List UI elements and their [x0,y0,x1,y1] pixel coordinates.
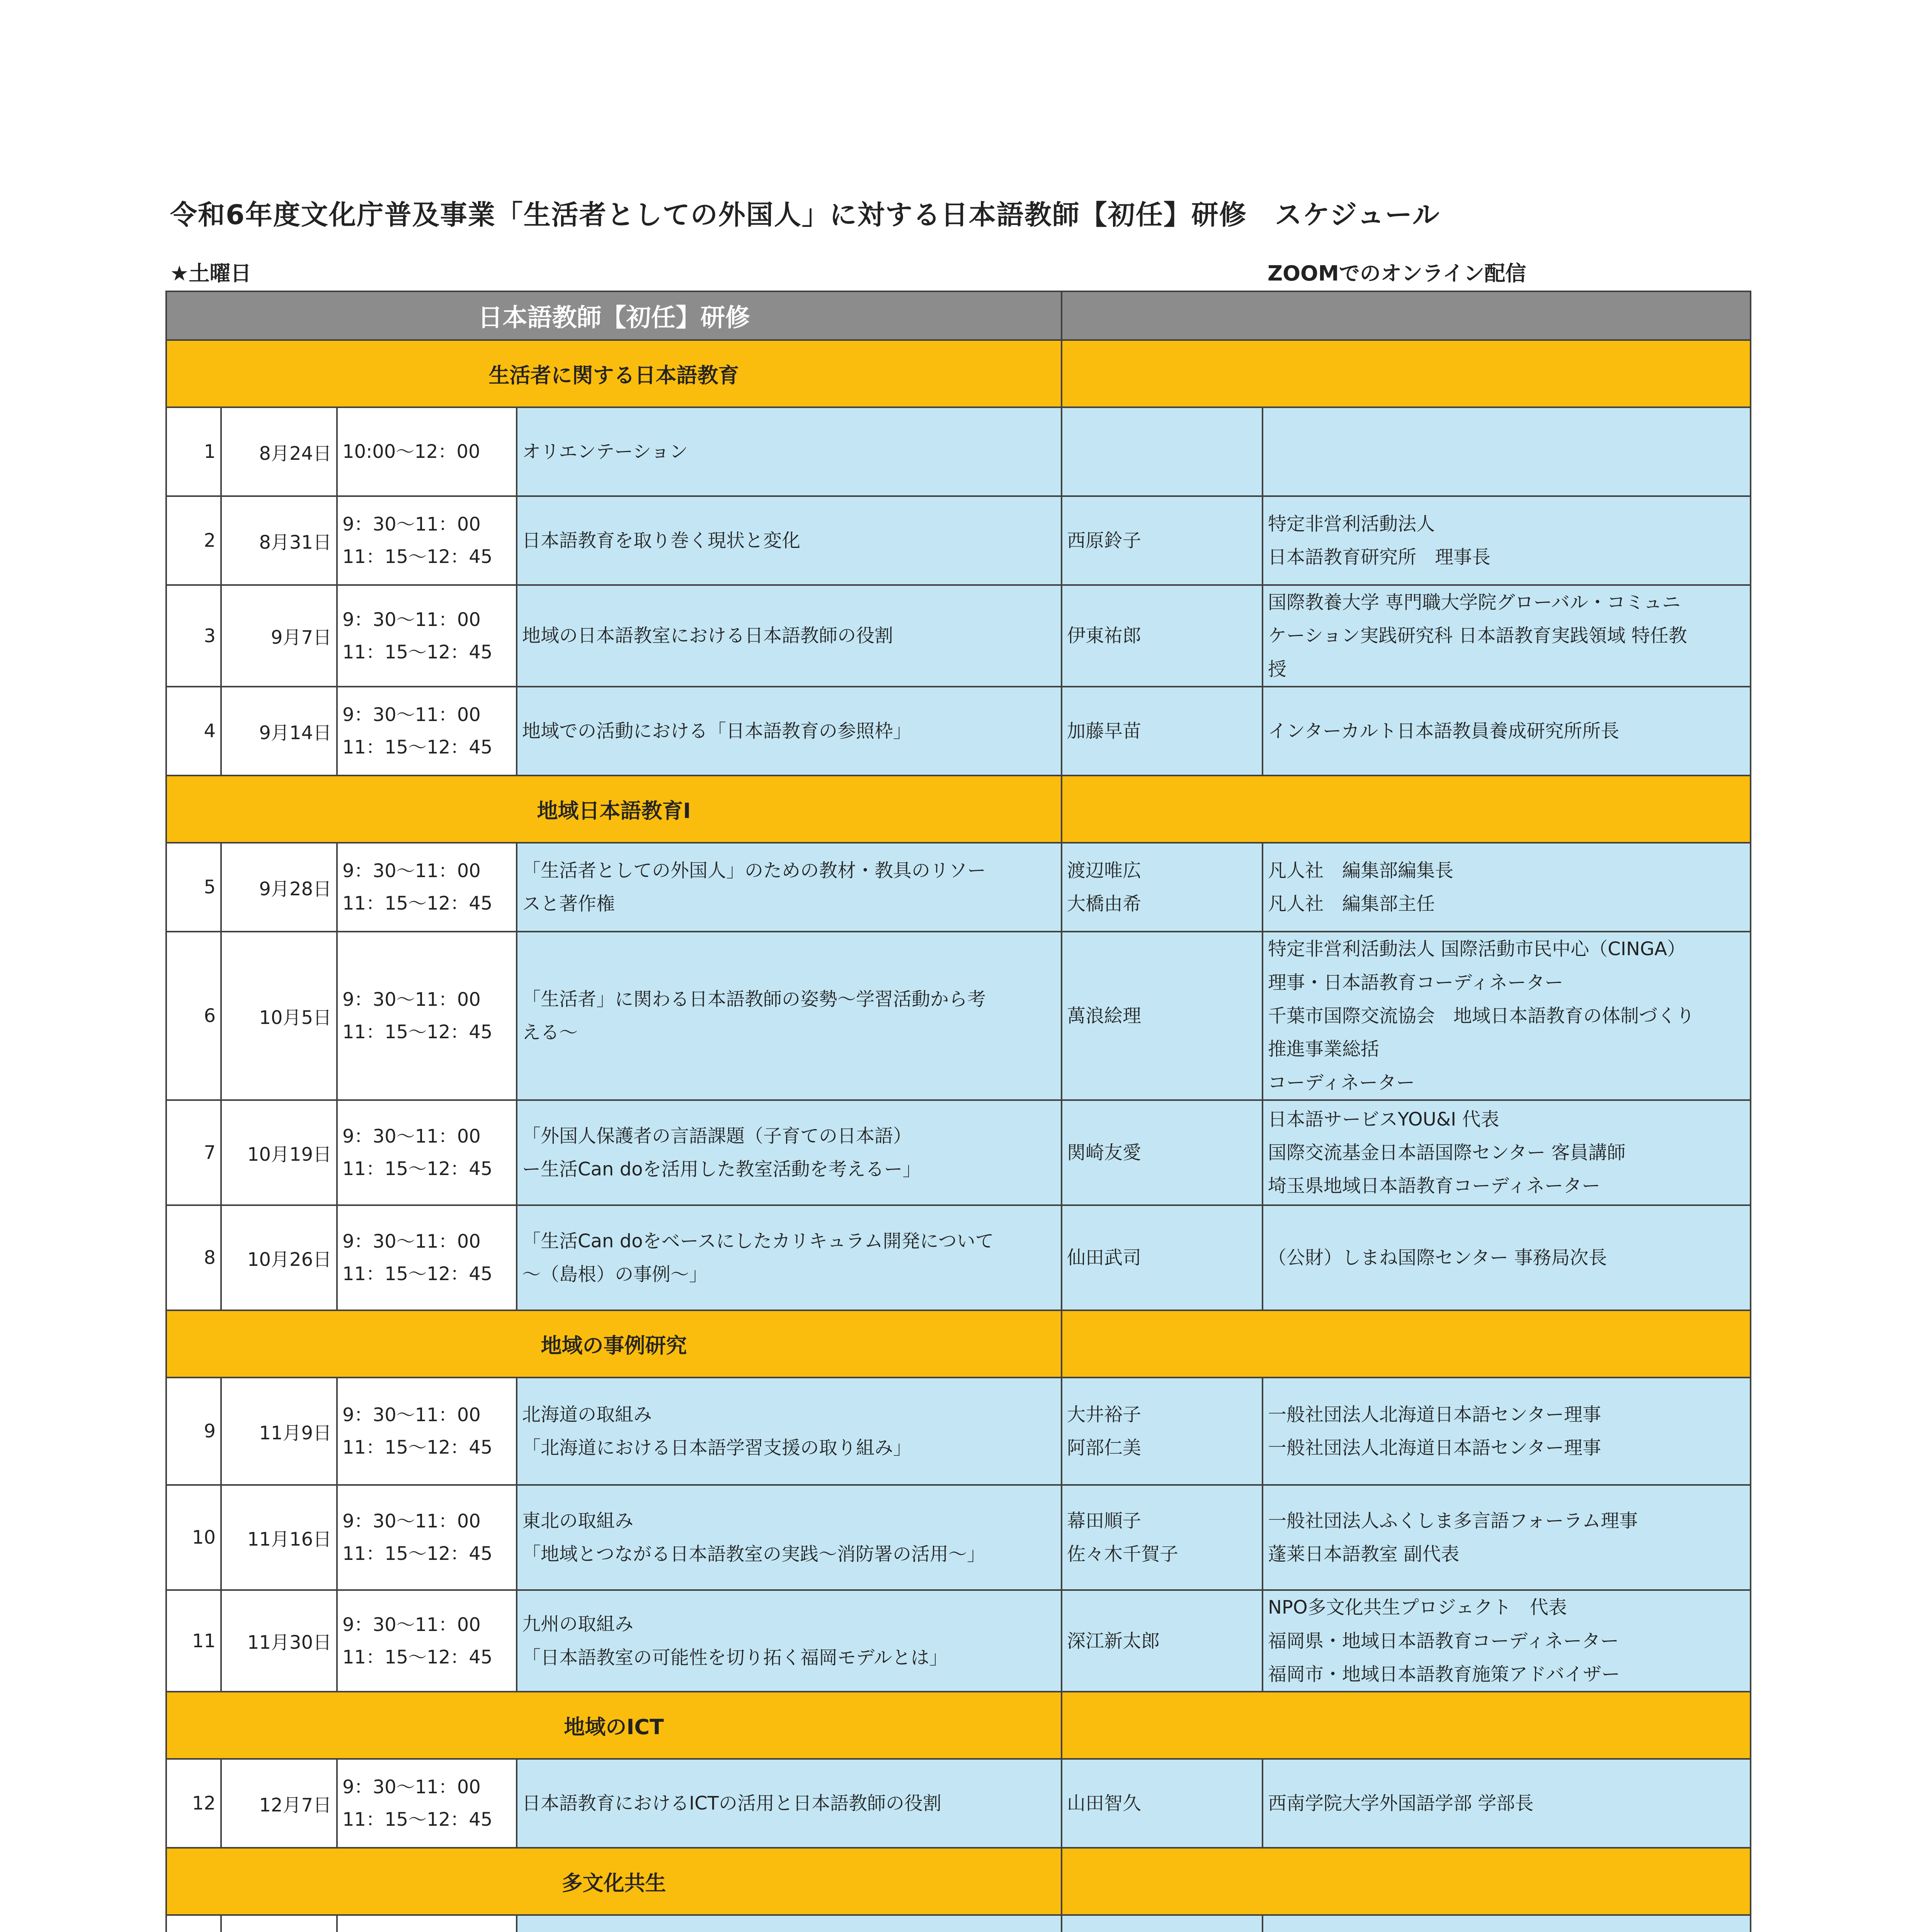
session-lecturer-line: 仙田武司 [1067,1247,1142,1269]
session-date: 10月19日 [221,1100,337,1205]
session-time [337,1205,517,1310]
session-topic [517,1590,1062,1692]
session-topic [517,1915,1062,1932]
session-topic-line: 「生活者」に関わる日本語教師の姿勢～学習活動から考 [522,988,986,1010]
session-lecturer [1062,1590,1263,1692]
section-header-row [166,1848,1751,1915]
session-lecturer [1062,1759,1263,1848]
session-topic-line: 地域での活動における「日本語教育の参照枠」 [522,720,912,742]
session-affiliation-line: 凡人社 編集部編集長 [1268,859,1454,881]
session-affiliation-line: 千葉市国際交流協会 地域日本語教育の体制づくり [1268,1005,1695,1027]
session-time-line: 9：30～11：00 [342,704,481,726]
session-affiliation [1263,496,1751,585]
session-topic [517,1378,1062,1485]
session-date: 8月24日 [221,407,337,496]
session-affiliation-line: 特定非営利活動法人 国際活動市民中心（CINGA） [1268,938,1686,960]
session-date: 8月31日 [221,496,337,585]
session-affiliation-line: 一般社団法人北海道日本語センター理事 [1268,1437,1601,1459]
table-row [166,932,1751,1100]
session-affiliation-line: 特定非営利活動法人 [1268,513,1435,535]
session-affiliation-line: 理事・日本語教育コーディネーター [1268,971,1564,993]
session-lecturer [1062,1378,1263,1485]
session-lecturer [1062,843,1263,932]
session-topic-line: オリエンテーション [522,440,688,463]
session-date: 11月9日 [221,1378,337,1485]
section-title: 地域のICT [166,1692,1062,1759]
session-topic [517,1759,1062,1848]
section-blank [1062,340,1751,407]
session-topic-line: 日本語教育を取り巻く現状と変化 [522,529,801,551]
session-time-line: 9：30～11：00 [342,1126,481,1148]
session-time-line: 11：15～12：45 [342,893,493,915]
session-time-line: 10:00～12：00 [342,441,480,463]
session-date: 10月26日 [221,1205,337,1310]
session-time-line: 9：30～11：00 [342,1404,481,1426]
session-affiliation [1263,1100,1751,1205]
session-time [337,1485,517,1590]
table-row [166,1485,1751,1590]
session-topic-line: 「地域とつながる日本語教室の実践～消防署の活用～」 [522,1543,986,1565]
section-header-row [166,1692,1751,1759]
session-affiliation-line: NPO多文化共生プロジェクト 代表 [1268,1597,1567,1619]
session-lecturer-line: 関崎友愛 [1067,1141,1142,1163]
table-header-blank [1062,291,1751,340]
session-affiliation [1263,407,1751,496]
session-topic [517,932,1062,1100]
session-affiliation-line: 福岡県・地域日本語教育コーディネーター [1268,1630,1619,1652]
session-time-line: 9：30～11：00 [342,1231,481,1253]
session-number: 5 [166,843,221,932]
session-lecturer-line: 深江新太郎 [1067,1630,1160,1652]
session-time-line: 11：15～12：45 [342,1158,493,1180]
session-time [337,932,517,1100]
session-affiliation-line: 推進事業総括 [1268,1038,1380,1060]
session-date: 11月30日 [221,1590,337,1692]
session-number: 2 [166,496,221,585]
session-affiliation [1263,585,1751,687]
session-time-line: 11：15～12：45 [342,1437,493,1459]
table-row [166,1378,1751,1485]
delivery-label: ZOOMでのオンライン配信 [1268,261,1526,286]
day-label: ★土曜日 [170,261,252,286]
session-lecturer-line: 大橋由希 [1067,893,1142,915]
session-topic [517,1100,1062,1205]
section-blank [1062,776,1751,843]
session-time-line: 11：15～12：45 [342,641,493,663]
session-lecturer [1062,1915,1263,1932]
session-topic-line: 「外国人保護者の言語課題（子育ての日本語） [522,1125,912,1147]
table-row [166,1205,1751,1310]
session-topic-line: 九州の取組み [522,1613,634,1635]
session-number: 8 [166,1205,221,1310]
session-affiliation [1263,1205,1751,1310]
session-topic-line: える～ [522,1022,578,1044]
page-title: 令和6年度文化庁普及事業「生活者としての外国人」に対する日本語教師【初任】研修 スケジュール [170,199,1440,231]
session-lecturer-line: 幕田順子 [1067,1510,1142,1532]
table-row [166,687,1751,776]
session-number: 3 [166,585,221,687]
table-row [166,585,1751,687]
section-header-row [166,1310,1751,1378]
session-topic-line: 北海道の取組み [522,1403,652,1425]
session-topic-line: 地域の日本語教室における日本語教師の役割 [522,625,893,647]
session-time [337,496,517,585]
session-date: 9月28日 [221,843,337,932]
session-lecturer [1062,1100,1263,1205]
session-affiliation-line: 西南学院大学外国語学部 学部長 [1268,1793,1534,1815]
session-topic [517,687,1062,776]
session-time [337,585,517,687]
session-time-line: 11：15～12：45 [342,1021,493,1043]
session-topic-line: 「生活Can doをベースにしたカリキュラム開発について [522,1230,994,1252]
session-date: 9月14日 [221,687,337,776]
section-title: 多文化共生 [166,1848,1062,1915]
session-topic-line: 「日本語教室の可能性を切り拓く福岡モデルとは」 [522,1646,948,1668]
table-header-row [166,291,1751,340]
table-row [166,1100,1751,1205]
session-affiliation [1263,1485,1751,1590]
table-row [166,1915,1751,1932]
session-lecturer [1062,687,1263,776]
session-lecturer [1062,585,1263,687]
table-header-title: 日本語教師【初任】研修 [166,291,1062,340]
session-time-line: 11：15～12：45 [342,1646,493,1668]
session-affiliation-line: 一般社団法人ふくしま多言語フォーラム理事 [1268,1510,1638,1532]
section-blank [1062,1692,1751,1759]
session-topic-line: 東北の取組み [522,1510,634,1532]
section-header-row [166,776,1751,843]
session-lecturer-line: 大井裕子 [1067,1403,1142,1425]
session-number: 9 [166,1378,221,1485]
session-lecturer [1062,407,1263,496]
session-topic-line: ー生活Can doを活用した教室活動を考えるー」 [522,1158,921,1180]
session-time-line [342,1927,511,1932]
table-row [166,407,1751,496]
schedule-table [165,291,1751,1932]
session-time-line: 9：30～11：00 [342,1614,481,1636]
session-affiliation-line: 凡人社 編集部主任 [1268,893,1435,915]
section-blank [1062,1848,1751,1915]
session-topic [517,407,1062,496]
session-topic-line: 「北海道における日本語学習支援の取り組み」 [522,1437,912,1459]
session-topic [517,843,1062,932]
section-title: 生活者に関する日本語教育 [166,340,1062,407]
session-affiliation-line: インターカルト日本語教員養成研究所所長 [1268,720,1620,742]
session-affiliation [1263,1759,1751,1848]
session-number: 10 [166,1485,221,1590]
session-affiliation [1263,687,1751,776]
session-lecturer-line: 渡辺唯広 [1067,859,1142,881]
session-time-line: 11：15～12：45 [342,1263,493,1285]
table-row [166,1590,1751,1692]
session-time-line: 9：30～11：00 [342,609,481,631]
session-lecturer-line: 加藤早苗 [1067,720,1142,742]
session-affiliation [1263,1378,1751,1485]
session-time [337,1759,517,1848]
session-number: 4 [166,687,221,776]
session-time-line: 9：30～11：00 [342,860,481,882]
session-topic-line: ～（島根）の事例～」 [522,1264,708,1286]
session-lecturer [1062,932,1263,1100]
session-date: 10月5日 [221,932,337,1100]
session-time-line: 11：15～12：45 [342,546,493,568]
session-topic [517,496,1062,585]
session-time [337,843,517,932]
session-affiliation-line: ケーション実践研究科 日本語教育実践領域 特任教 [1268,625,1687,647]
session-time [337,1915,517,1932]
session-lecturer [1062,1485,1263,1590]
session-date: 9月7日 [221,585,337,687]
session-time-line: 9：30～11：00 [342,514,481,535]
session-affiliation-line: （公財）しまね国際センター 事務局次長 [1268,1247,1607,1269]
session-time [337,1590,517,1692]
session-time-line: 9：30～11：00 [342,989,481,1011]
session-affiliation-line: 国際交流基金日本語国際センター 客員講師 [1268,1141,1626,1163]
session-lecturer-line: 萬浪絵理 [1067,1005,1142,1027]
session-affiliation [1263,1590,1751,1692]
session-date: 11月16日 [221,1485,337,1590]
section-header-row [166,340,1751,407]
session-affiliation-line: コーディネーター [1268,1071,1415,1094]
session-affiliation [1263,932,1751,1100]
session-time [337,1378,517,1485]
session-affiliation-line [1268,1926,1745,1932]
session-number: 6 [166,932,221,1100]
session-lecturer-line: 山田智久 [1067,1793,1142,1815]
session-time-line: 11：15～12：45 [342,736,493,759]
table-row [166,496,1751,585]
session-affiliation-line: 蓬莱日本語教室 副代表 [1268,1543,1460,1565]
session-affiliation [1263,1915,1751,1932]
session-lecturer-line: 佐々木千賀子 [1067,1543,1179,1565]
session-topic [517,1205,1062,1310]
session-affiliation-line: 日本語サービスYOU&I 代表 [1268,1108,1499,1130]
session-time [337,687,517,776]
session-affiliation-line: 埼玉県地域日本語教育コーディネーター [1268,1175,1601,1197]
session-topic-line: 日本語教育におけるICTの活用と日本語教師の役割 [522,1793,941,1815]
session-number: 12 [166,1759,221,1848]
table-row [166,1759,1751,1848]
section-title: 地域の事例研究 [166,1310,1062,1378]
session-time-line: 9：30～11：00 [342,1510,481,1532]
session-affiliation-line: 福岡市・地域日本語教育施策アドバイザー [1268,1663,1620,1685]
session-number: 1 [166,407,221,496]
session-time [337,407,517,496]
section-title: 地域日本語教育Ⅰ [166,776,1062,843]
session-topic-line: スと著作権 [522,893,615,915]
session-affiliation-line: 一般社団法人北海道日本語センター理事 [1268,1403,1601,1425]
session-number [166,1915,221,1932]
session-topic-line: 「生活者としての外国人」のための教材・教具のリソー [522,859,986,881]
session-lecturer-line: 阿部仁美 [1067,1437,1142,1459]
session-number: 7 [166,1100,221,1205]
session-number: 11 [166,1590,221,1692]
session-date [221,1915,337,1932]
session-lecturer [1062,1205,1263,1310]
session-time [337,1100,517,1205]
session-affiliation-line: 日本語教育研究所 理事長 [1268,546,1491,568]
session-affiliation [1263,843,1751,932]
section-blank [1062,1310,1751,1378]
table-row [166,843,1751,932]
session-topic [517,1485,1062,1590]
session-affiliation-line: 国際教養大学 専門職大学院グローバル・コミュニ [1268,592,1681,613]
session-affiliation-line: 授 [1268,658,1287,680]
session-lecturer-line: 伊東祐郎 [1067,625,1142,647]
session-date: 12月7日 [221,1759,337,1848]
session-time-line: 9：30～11：00 [342,1776,481,1798]
session-time-line: 11：15～12：45 [342,1543,493,1565]
session-lecturer [1062,496,1263,585]
session-lecturer-line: 西原鈴子 [1067,529,1142,551]
session-time-line: 11：15～12：45 [342,1809,493,1831]
session-topic [517,585,1062,687]
